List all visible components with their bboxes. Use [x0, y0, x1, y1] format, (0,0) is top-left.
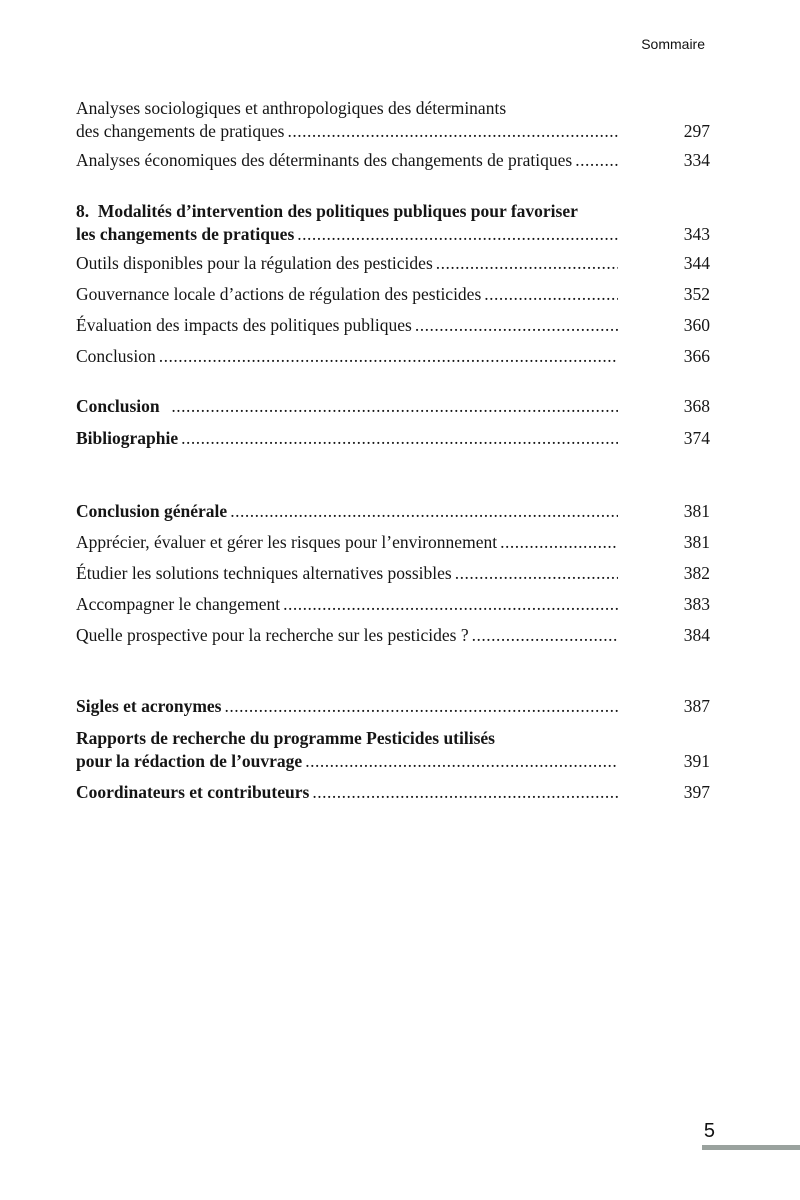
toc-chapter-entry [76, 200, 710, 223]
toc-entry-label: Évaluation des impacts des politiques publiques [76, 315, 412, 335]
toc-entry-label: pour la rédaction de l’ouvrage [76, 751, 303, 771]
dot-leader [181, 427, 618, 450]
toc-entry-label: Bibliographie [76, 428, 179, 448]
toc-page-number: 387 [683, 696, 710, 716]
toc-page-number: 383 [683, 594, 710, 614]
toc-page-number: 360 [683, 315, 710, 335]
dot-leader [455, 562, 618, 585]
dot-leader [159, 345, 618, 368]
toc-page-number: 391 [683, 751, 710, 771]
toc-entry [76, 531, 710, 554]
dot-leader [484, 283, 618, 306]
toc-page-number: 344 [683, 253, 710, 273]
dot-leader [297, 223, 618, 246]
toc-entry [76, 252, 710, 275]
folio-page-number: 5 [703, 1120, 715, 1142]
toc-entry [76, 562, 710, 585]
toc-chapter-entry [76, 223, 710, 246]
toc-section-entry [76, 500, 710, 523]
toc-entry [76, 283, 710, 306]
toc-entry [76, 593, 710, 616]
dot-leader [283, 593, 618, 616]
toc-entry-label: Conclusion générale [76, 501, 228, 521]
toc-entry [76, 624, 710, 647]
toc-entry-label: Étudier les solutions techniques alternatives possibles [76, 563, 452, 583]
toc-page-number: 382 [683, 563, 710, 583]
toc-entry-label: Apprécier, évaluer et gérer les risques pour l’environnement [76, 532, 498, 552]
table-of-contents [76, 97, 710, 804]
toc-entry-label: Coordinateurs et contributeurs [76, 782, 310, 802]
dot-leader [225, 695, 619, 718]
toc-section-entry [76, 727, 710, 750]
toc-entry-label: Conclusion [76, 346, 156, 366]
toc-section-entry [76, 395, 710, 418]
toc-page-number: 397 [683, 782, 710, 802]
dot-leader [472, 624, 618, 647]
dot-leader [415, 314, 618, 337]
toc-section-entry [76, 695, 710, 718]
toc-entry-label: Analyses économiques des déterminants des changements de pratiques [76, 150, 573, 170]
toc-entry-label: 8. Modalités d’intervention des politiques publiques pour favoriser [76, 201, 578, 221]
toc-entry-label: Gouvernance locale d’actions de régulation des pesticides [76, 284, 482, 304]
toc-page-number: 366 [683, 346, 710, 366]
dot-leader [312, 781, 618, 804]
toc-entry-label: Analyses sociologiques et anthropologiques des déterminants [76, 98, 507, 118]
toc-section-entry [76, 781, 710, 804]
dot-leader [287, 120, 618, 143]
toc-entry [76, 149, 710, 172]
dot-leader [436, 252, 618, 275]
toc-page-number: 334 [683, 150, 710, 170]
toc-entry-label: Rapports de recherche du programme Pesticides utilisés [76, 728, 495, 748]
dot-leader [171, 395, 618, 418]
toc-entry [76, 314, 710, 337]
toc-page-number: 297 [683, 121, 710, 141]
dot-leader [230, 500, 618, 523]
toc-page-number: 381 [683, 532, 710, 552]
toc-entry [76, 97, 710, 120]
footer-divider-rule [702, 1145, 800, 1150]
toc-page-number: 352 [683, 284, 710, 304]
toc-entry-label: Conclusion [76, 396, 169, 416]
dot-leader [305, 750, 618, 773]
toc-section-entry [76, 427, 710, 450]
toc-entry-label: Accompagner le changement [76, 594, 281, 614]
page-header-title: Sommaire [641, 36, 705, 52]
toc-entry-label: Quelle prospective pour la recherche sur les pesticides ? [76, 625, 469, 645]
toc-entry-label: Outils disponibles pour la régulation des pesticides [76, 253, 433, 273]
toc-page-number: 384 [683, 625, 710, 645]
dot-leader [575, 149, 618, 172]
toc-section-entry [76, 750, 710, 773]
toc-entry [76, 345, 710, 368]
dot-leader [500, 531, 618, 554]
toc-entry [76, 120, 710, 143]
toc-entry-label: les changements de pratiques [76, 224, 295, 244]
toc-page-number: 368 [683, 396, 710, 416]
toc-entry-label: Sigles et acronymes [76, 696, 222, 716]
toc-page-number: 381 [683, 501, 710, 521]
toc-page-number: 343 [683, 224, 710, 244]
toc-entry-label: des changements de pratiques [76, 121, 285, 141]
toc-page-number: 374 [683, 428, 710, 448]
